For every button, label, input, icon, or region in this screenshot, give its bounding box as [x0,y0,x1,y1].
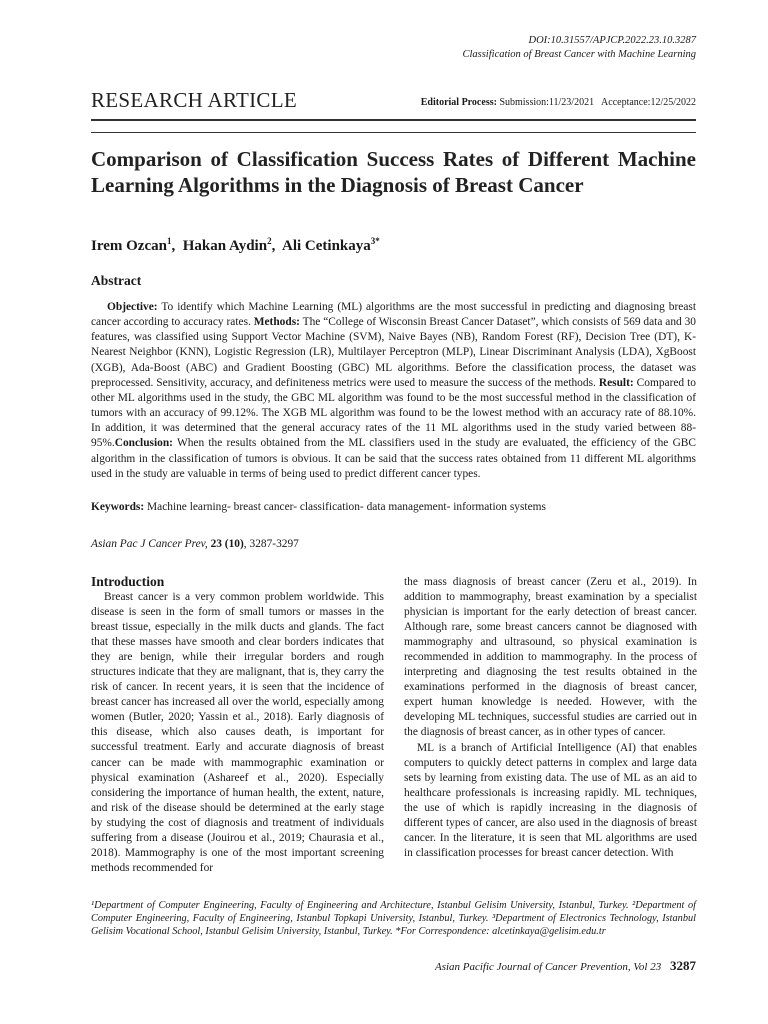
article-type: RESEARCH ARTICLE [91,88,297,112]
author-name: Irem Ozcan [91,238,167,254]
doi-header [462,34,696,62]
result-label: Result: [598,376,634,389]
keywords [91,500,696,515]
header-rule-thin [91,132,696,133]
methods-text: The “College of Wisconsin Breast Cancer Dataset”, which consists of 569 data and 30 features, was classified using Support Vector Machine (SVM), Naive Bayes (NB), Random Forest (RF), Decision Tree (DT), K-Nearest Neighbor (KNN), Logistic Regression (LR), Multilayer Perceptron (MLP), Linear Discriminant Analysis (LDA), XgBoost (XGB), Ada-Boost (ABC) and Gradient Boosting (GBC) ML algorithms. Before the classification process, the dataset was preprocessed. Sensitivity, accuracy, and definiteness metrics were used to measure the success of the methods. [91,316,696,389]
paper-title: Comparison of Classification Success Rates of Different Machine Learning Algorithms in the Diagnosis of Breast Cancer [91,147,696,197]
intro-paragraph: ML is a branch of Artificial Intelligence (AI) that enables computers to quickly detect patterns in complex and large data sets by learning from existing data. The use of ML as an aid to healthcare professionals is increasing rapidly. ML techniques, the use of which is rapidly increasing in the diagnosis of different types of cancer, are also used in the diagnosis of breast cancer. In the literature, it is seen that ML algorithms are used in classification processes for breast cancer detection. With [404,741,697,859]
keywords-label: Keywords: [91,501,145,513]
conclusion-text: When the results obtained from the ML classifiers used in the study are evaluated, the efficiency of the GBC algorithm in the classification of tumors is obvious. It can be said that the success rates obtained from 11 different ML algorithms used in the study are valuable in terms of being used to predict different cancer types. [91,437,696,480]
abstract-body [91,300,696,482]
article-header [91,88,696,118]
methods-label: Methods: [253,316,300,329]
intro-paragraph: Breast cancer is a very common problem worldwide. This disease is seen in the form of small tumors or masses in the breast tissue, especially in the milk ducts and glands. The fact that these masses have smooth and clear borders indicates that they are benign, while their irregular borders and rough structures indicate that they are malignant, that is, they carry the risk of cancer. In recent years, it is seen that the incidence of breast cancer has increased all over the world, especially among women (Butler, 2020; Yassin et al., 2018). Early diagnosis of this disease, which also causes death, is important for successful treatment. Early and accurate diagnosis of breast cancer can be made with mammographic examination or physical examination (Ashareef et al., 2020). Especially considering the importance of human health, the extent, nature, and risk of the disease should be determined at the early stage by studying the cost of diagnosis and treatment of individuals suffering from a disease (Jouirou et al., 2019; Chaurasia et al., 2018). Mammography is one of the most important screening methods recommended for [91,591,384,874]
doi-text: DOI:10.31557/APJCP.2022.23.10.3287 [528,35,696,46]
result-text: Compared to other ML algorithms used in the study, the GBC ML algorithm was found to be the most successful method in the classification of tumors with an accuracy of 99.12%. The XGB ML algorithm was found to be the lowest method with an accuracy rate of 88.10%. In addition, it was determined that the general accuracy rates of the 11 ML algorithms used in the study varied between 88-95%. [91,376,696,450]
running-title: Classification of Breast Cancer with Machine Learning [462,49,696,60]
page-number: 3287 [670,958,696,973]
editorial-process [421,97,696,108]
citation-volume: 23 (10) [207,538,244,550]
conclusion-label: Conclusion: [114,437,173,450]
header-rule-thick [91,119,696,121]
editorial-label: Editorial Process: [420,97,497,108]
author-name: Hakan Aydin [182,238,268,254]
objective-label: Objective: [107,301,158,313]
keywords-text: Machine learning- breast cancer- classification- data management- information systems [144,501,546,513]
section-heading-introduction: Introduction [91,574,165,589]
author-affiliation: 3* [370,236,380,246]
abstract-heading: Abstract [91,273,142,288]
left-column [91,574,384,876]
affiliation-footnote: ¹Department of Computer Engineering, Faculty of Engineering and Architecture, Istanbul Gelisim University, Istanbul, Turkey. ²Department of Computer Engineering, Faculty of Engineering, Istanbul Topkapi University, Istanbul, Turkey. ³Department of Electronics Technology, Istanbul Gelisim Vocational School, Istanbul Gelisim University, Istanbul, Turkey. *For Correspondence: alcetinkaya@gelisim.edu.tr [91,900,696,937]
intro-paragraph: the mass diagnosis of breast cancer (Zeru et al., 2019). In addition to mammography, breast examination by a specialist physician is important for the early detection of breast cancer. Although rare, some breast cancers cannot be diagnosed with mammography and ultrasound, so physical examination is recommended in addition to mammography. In the process of interpreting and diagnosing the test results obtained in the examinations performed in the diagnosis of breast cancer, expert human knowledge is needed. However, with the developing ML techniques, successful studies are carried out in the diagnosis of breast cancer, as in other types of cancer. [404,576,697,739]
objective-text: To identify which Machine Learning (ML) algorithms are the most successful in predicting and diagnosing breast cancer according to accuracy rates. [91,301,696,329]
editorial-dates: Submission:11/23/2021 Acceptance:12/25/2022 [499,97,696,108]
right-column [404,575,697,861]
citation [91,538,299,550]
page-footer [435,958,696,974]
author-name: Ali Cetinkaya [282,238,371,254]
author-affiliation: 2 [267,236,272,246]
citation-pages: , 3287-3297 [243,538,299,550]
footer-journal: Asian Pacific Journal of Cancer Prevention, Vol 23 [434,961,662,973]
author-list: Irem Ozcan$^1$, Hakan Aydin$^2$, Ali Cetinkaya$^{3*}$ [91,236,380,254]
citation-journal: Asian Pac J Cancer Prev, [91,538,208,550]
author-affiliation: 1 [166,236,172,246]
